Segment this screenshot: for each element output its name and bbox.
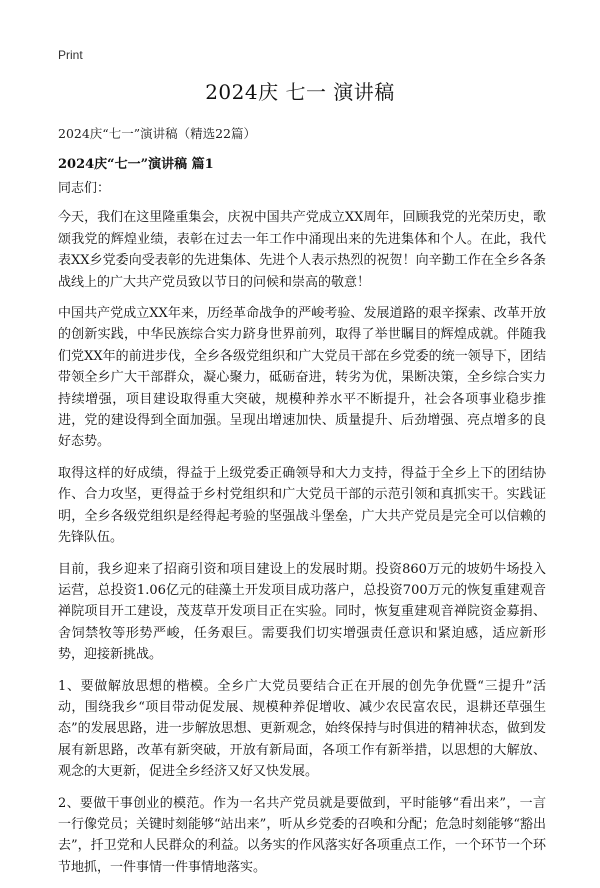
print-link[interactable]: Print	[58, 48, 83, 62]
paragraph-5: 1、要做解放思想的楷模。全乡广大党员要结合正在开展的创先争优暨“三提升”活动，围绕我乡“项目带动促发展、规模种养促增收、减少农民富农民，退耕还草强生态”的发展思路，进一步解放思想、更新观念，始终保持与时俱进的精神状态，做到发展有新思路，改革有新突破，开放有新局面，各项工作有新举措，以思想的大解放、观念的大更新，促进全乡经济又好又快发展。	[58, 678, 546, 780]
section-title: 2024庆“七一”演讲稿 篇1	[58, 157, 214, 172]
paragraph-4: 目前，我乡迎来了招商引资和项目建设上的发展时期。投资860万元的坡奶牛场投入运营，总投资1.06亿元的硅藻土开发项目成功落户，总投资700万元的恢复重建观音禅院项目开工建设，茂芨草开发项目正在实验。同时，恢复重建观音禅院资金募捐、舍饲禁牧等形势严峻，任务艰巨。需要我们切实增强责任意识和紧迫感，适应新形势，迎接新挑战。	[58, 561, 546, 663]
document-subtitle: 2024庆“七一”演讲稿（精选22篇）	[58, 126, 256, 141]
document-title: 2024庆 七一 演讲稿	[205, 80, 395, 104]
paragraph-2: 中国共产党成立XX年来，历经革命战争的严峻考验、发展道路的艰辛探索、改革开放的创新实践，中华民族综合实力跻身世界前列，取得了举世瞩目的辉煌成就。伴随我们党XX年的前进步伐，全乡各级党组织和广大党员干部在乡党委的统一领导下，团结带领全乡广大干部群众，凝心聚力，砥砺奋进，转劣为优，果断决策，全乡综合实力持续增强，项目建设取得重大突破，规模种养水平不断提升，社会各项事业稳步推进，党的建设得到全面加强。呈现出增速加快、质量提升、后劲增强、亮点增多的良好态势。	[58, 306, 546, 450]
paragraph-6: 2、要做干事创业的模范。作为一名共产党员就是要做到，平时能够“看出来”，一言一行像党员；关键时刻能够“站出来”，听从乡党委的召唤和分配；危急时刻能够“豁出去”，扦卫党和人民群众的利益。以务实的作风落实好各项重点工作，一个环节一个环节地抓，一件事情一件事情地落实。	[58, 795, 546, 875]
document-body	[58, 178, 546, 888]
paragraph-3: 取得这样的好成绩，得益于上级党委正确领导和大力支持，得益于全乡上下的团结协作、合力攻坚，更得益于乡村党组织和广大党员干部的示范引领和真抓实干。实践证明，全乡各级党组织是经得起考验的坚强战斗堡垒，广大共产党员是完全可以信赖的先锋队伍。	[58, 465, 546, 546]
paragraph-1: 今天，我们在这里隆重集会，庆祝中国共产党成立XX周年，回顾我党的光荣历史，歌颂我党的辉煌业绩，表彰在过去一年工作中涌现出来的先进集体和个人。在此，我代表XX乡党委向受表彰的先进集体、先进个人表示热烈的祝贺！向辛勤工作在全乡各条战线上的广大共产党员致以节日的问候和崇高的敬意！	[58, 210, 546, 290]
greeting: 同志们：	[58, 181, 111, 196]
